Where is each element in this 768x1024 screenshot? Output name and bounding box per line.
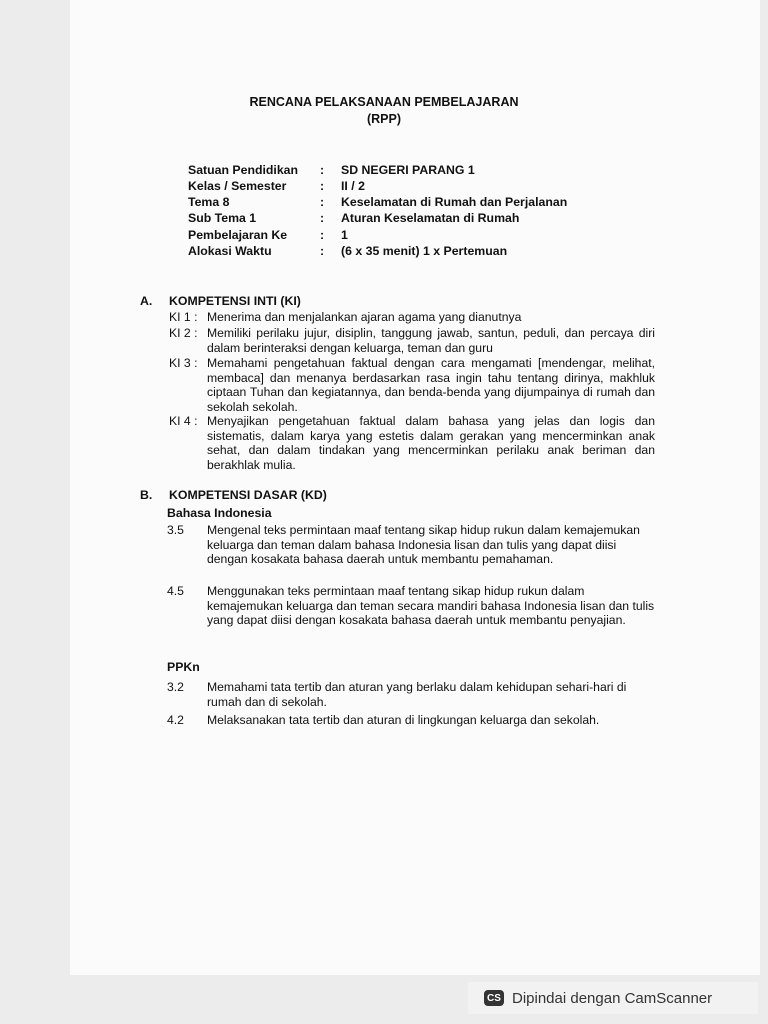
- section-a-title: KOMPETENSI INTI (KI): [169, 294, 301, 308]
- identity-label: Satuan Pendidikan: [188, 163, 299, 177]
- ki-text: Memiliki perilaku jujur, disiplin, tanggung jawab, santun, peduli, dan percaya diri dalam berinteraksi dengan keluarga, teman dan guru: [207, 326, 655, 355]
- identity-value: (6 x 35 menit) 1 x Pertemuan: [341, 244, 508, 258]
- ki-code: KI 3 :: [169, 356, 198, 370]
- identity-label: Kelas / Semester: [188, 179, 287, 193]
- document-title: RENCANA PELAKSANAAN PEMBELAJARAN: [249, 95, 519, 109]
- subject-heading-bahasa: Bahasa Indonesia: [167, 506, 272, 520]
- kd-text: Memahami tata tertib dan aturan yang berlaku dalam kehidupan sehari-hari di rumah dan di sekolah.: [207, 680, 627, 709]
- identity-value: II / 2: [341, 179, 365, 193]
- document-subtitle: (RPP): [366, 112, 402, 126]
- kd-number: 3.5: [167, 523, 184, 537]
- camscanner-logo-icon: CS: [484, 990, 504, 1006]
- section-b-letter: B.: [140, 488, 153, 502]
- kd-number: 4.5: [167, 584, 184, 598]
- identity-colon: :: [320, 163, 325, 177]
- ki-code: KI 1 :: [169, 310, 198, 324]
- section-a-letter: A.: [140, 294, 153, 308]
- identity-value: 1: [341, 228, 348, 242]
- camscanner-watermark-text: Dipindai dengan CamScanner: [512, 989, 713, 1007]
- ki-text: Memahami pengetahuan faktual dengan cara mengamati [mendengar, melihat, membaca] dan menanya berdasarkan rasa ingin tahu tentang dirinya, makhluk ciptaan Tuhan dan kegiatannya, dan benda-benda yang dijumpainya di rumah dan sekolah sekolah.: [207, 356, 655, 414]
- identity-colon: :: [320, 244, 325, 258]
- section-b-title: KOMPETENSI DASAR (KD): [169, 488, 327, 502]
- identity-value: Keselamatan di Rumah dan Perjalanan: [341, 195, 568, 209]
- kd-number: 3.2: [167, 680, 184, 694]
- ki-text: Menyajikan pengetahuan faktual dalam bahasa yang jelas dan logis dan sistematis, dalam karya yang estetis dalam gerakan yang mencerminkan anak sehat, dan dalam tindakan yang mencerminkan perilaku anak beriman dan berakhlak mulia.: [207, 414, 655, 472]
- kd-text: Menggunakan teks permintaan maaf tentang sikap hidup rukun dalam kemajemukan keluarga dan teman secara mandiri bahasa Indonesia lisan dan tulis yang dapat diisi dengan kosakata bahasa daerah untuk membantu penyajian.: [207, 584, 655, 627]
- identity-colon: :: [320, 211, 325, 225]
- ki-text: Menerima dan menjalankan ajaran agama yang dianutnya: [207, 310, 522, 324]
- subject-heading-ppkn: PPKn: [167, 660, 200, 674]
- identity-colon: :: [320, 195, 325, 209]
- kd-text: Mengenal teks permintaan maaf tentang sikap hidup rukun dalam kemajemukan keluarga dan teman dalam bahasa Indonesia lisan dan tulis yang dapat diisi dengan kosakata bahasa daerah untuk membantu pemahaman.: [207, 523, 640, 566]
- ki-code: KI 4 :: [169, 414, 198, 428]
- identity-label: Sub Tema 1: [188, 211, 257, 225]
- ki-code: KI 2 :: [169, 326, 198, 340]
- identity-value: Aturan Keselamatan di Rumah: [341, 211, 520, 225]
- identity-label: Pembelajaran Ke: [188, 228, 288, 242]
- identity-label: Alokasi Waktu: [188, 244, 272, 258]
- identity-value: SD NEGERI PARANG 1: [341, 163, 475, 177]
- identity-colon: :: [320, 179, 325, 193]
- identity-label: Tema 8: [188, 195, 230, 209]
- kd-text: Melaksanakan tata tertib dan aturan di lingkungan keluarga dan sekolah.: [207, 713, 600, 727]
- camscanner-watermark: [468, 982, 758, 1014]
- identity-colon: :: [320, 228, 325, 242]
- kd-number: 4.2: [167, 713, 184, 727]
